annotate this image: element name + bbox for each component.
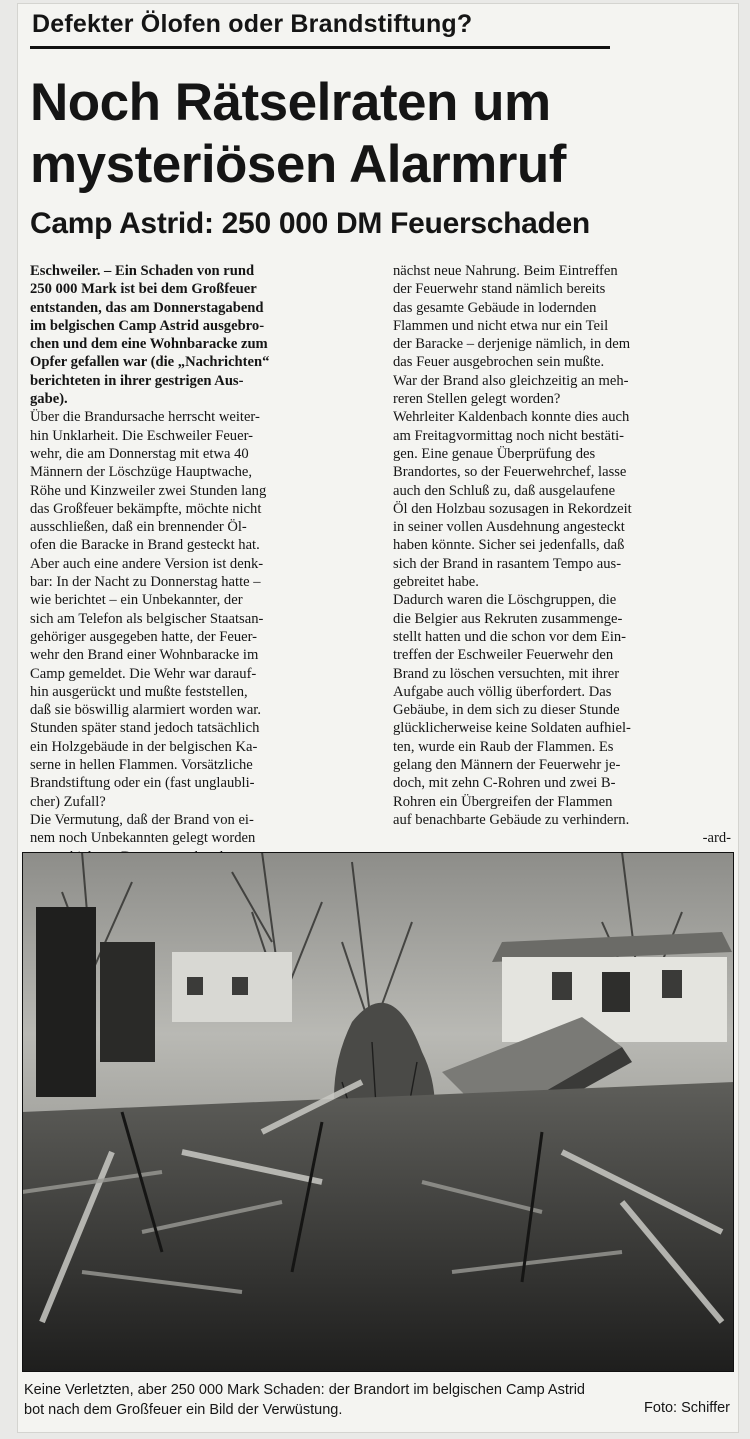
article-text-line: die Belgier aus Rekruten zusammenge-	[393, 610, 623, 627]
article-text-line: Rohren ein Übergreifen der Flammen	[393, 793, 613, 810]
article-text-line: ten, wurde ein Raub der Flammen. Es	[393, 738, 614, 755]
article-text-line: Brandstiftung oder ein (fast unglaubli-	[30, 775, 255, 792]
article-text-line: glücklicherweise keine Soldaten aufhiel-	[393, 720, 631, 737]
article-text-line: ein Holzgebäude in der belgischen Ka-	[30, 738, 258, 755]
article-text-line: Gebäube, in dem sich zu dieser Stunde	[393, 702, 620, 719]
article-column-right	[393, 262, 731, 848]
author-signature: -ard-	[702, 830, 731, 847]
article-text-line: wie berichtet – ein Unbekannter, der	[30, 592, 243, 609]
article-text-line: Wehrleiter Kaldenbach konnte dies auch	[393, 409, 630, 426]
article-text-line: der Feuerwehr stand nämlich bereits	[393, 281, 606, 298]
article-text-line: Die Vermutung, daß der Brand von ei-	[30, 811, 254, 828]
photo-caption	[24, 1380, 730, 1420]
article-text-line: nächst neue Nahrung. Beim Eintreffen	[393, 263, 618, 279]
subheadline: Camp Astrid: 250 000 DM Feuerschaden	[30, 207, 590, 240]
article-text-line: das Feuer ausgebrochen sein mußte.	[393, 354, 605, 371]
article-text-line: das gesamte Gebäude in lodernden	[393, 299, 597, 316]
article-text-line: wehr, die am Donnerstag mit etwa 40	[30, 445, 249, 462]
article-text-line: treffen der Eschweiler Feuerwehr den	[393, 647, 614, 664]
article-text-line: Aufgabe auch völlig überfordert. Das	[393, 683, 612, 700]
photo-credit: Foto: Schiffer	[644, 1400, 730, 1416]
article-text-line: hin ausgerückt und mußte feststellen,	[30, 683, 248, 700]
article-text-line: Aber auch eine andere Version ist denk-	[30, 555, 264, 572]
article-text-line: der Baracke – derjenige nämlich, in dem	[393, 336, 631, 353]
caption-line: bot nach dem Großfeuer ein Bild der Verwüstung.	[24, 1402, 343, 1418]
article-text-line: Eschweiler. – Ein Schaden von rund	[30, 263, 255, 279]
article-text-line: Brand zu löschen versuchten, mit ihrer	[393, 665, 620, 682]
caption-line: Keine Verletzten, aber 250 000 Mark Schaden: der Brandort im belgischen Camp Astrid	[24, 1382, 585, 1398]
article-text-line: chen und dem eine Wohnbaracke zum	[30, 336, 268, 353]
article-text-line: Brandortes, so der Feuerwehrchef, lasse	[393, 464, 627, 481]
article-text-line: wehr den Brand einer Wohnbaracke im	[30, 647, 259, 664]
article-text-line: gabe).	[30, 391, 68, 408]
article-text-line: Männern der Löschzüge Hauptwache,	[30, 464, 253, 481]
headline-line: mysteriösen Alarmruf	[30, 135, 566, 194]
kicker-headline: Defekter Ölofen oder Brandstiftung?	[32, 10, 473, 38]
article-text-line: Opfer gefallen war (die „Nachrichten“	[30, 354, 270, 371]
article-text-line: cher) Zufall?	[30, 793, 106, 810]
article-text-line: auch den Schluß zu, daß ausgelaufene	[393, 482, 616, 499]
newspaper-clipping	[18, 4, 738, 1432]
article-text-line: reren Stellen gelegt worden?	[393, 391, 561, 408]
article-text-line: im belgischen Camp Astrid ausgebro-	[30, 317, 265, 334]
article-text-line: entstanden, das am Donnerstagabend	[30, 299, 264, 316]
article-text-line: ofen die Baracke in Brand gesteckt hat.	[30, 537, 260, 554]
article-text-line: daß sie böswillig alarmiert worden war.	[30, 702, 262, 719]
article-text-line: das Großfeuer bekämpfte, möchte nicht	[30, 500, 262, 517]
main-headline	[30, 72, 730, 196]
article-text-line: bar: In der Nacht zu Donnerstag hatte –	[30, 574, 261, 591]
headline-line: Noch Rätselraten um	[30, 73, 551, 132]
article-text-line: sich der Brand in rasantem Tempo aus-	[393, 555, 622, 572]
article-text-line: Öl den Holzbau sozusagen in Rekordzeit	[393, 500, 632, 517]
article-text-line: Camp gemeldet. Die Wehr war darauf-	[30, 665, 257, 682]
article-text-line: stellt hatten und die schon vor dem Ein-	[393, 628, 627, 645]
kicker-underline	[30, 46, 610, 49]
article-text-line: ausschließen, daß ein brennender Öl-	[30, 519, 247, 536]
article-text-line: serne in hellen Flammen. Vorsätzliche	[30, 757, 253, 774]
article-text-line: hin Unklarheit. Die Eschweiler Feuer-	[30, 427, 253, 444]
article-text-line: Röhe und Kinzweiler zwei Stunden lang	[30, 482, 267, 499]
article-text-line: nem noch Unbekannten gelegt worden	[30, 830, 256, 847]
article-column-left	[30, 262, 376, 866]
article-text-line: gebreitet habe.	[393, 574, 479, 591]
article-text-line: Über die Brandursache herrscht weiter-	[30, 409, 260, 426]
article-text-line: berichteten in ihrer gestrigen Aus-	[30, 372, 244, 389]
article-text-line: sich am Telefon als belgischer Staatsan-	[30, 610, 264, 627]
article-text-line: haben könnte. Sicher sei jedenfalls, daß	[393, 537, 625, 554]
article-text-line: War der Brand also gleichzeitig an meh-	[393, 372, 629, 389]
fire-damage-photo	[22, 852, 734, 1372]
article-text-line: auf benachbarte Gebäude zu verhindern.	[393, 811, 630, 828]
article-text-line: doch, mit zehn C-Rohren und zwei B-	[393, 775, 616, 792]
article-text-line: gen. Eine genaue Überprüfung des	[393, 445, 596, 462]
article-text-line: gelang den Männern der Feuerwehr je-	[393, 757, 621, 774]
article-text-line: in seiner vollen Ausdehnung angesteckt	[393, 519, 625, 536]
article-text-line: Dadurch waren die Löschgruppen, die	[393, 592, 617, 609]
article-text-line: am Freitagvormittag noch nicht bestäti-	[393, 427, 625, 444]
article-text-line: gehöriger ausgegeben hatte, der Feuer-	[30, 628, 258, 645]
article-text-line: Stunden später stand jedoch tatsächlich	[30, 720, 260, 737]
article-text-line: 250 000 Mark ist bei dem Großfeuer	[30, 281, 257, 298]
article-text-line: Flammen und nicht etwa nur ein Teil	[393, 317, 609, 334]
